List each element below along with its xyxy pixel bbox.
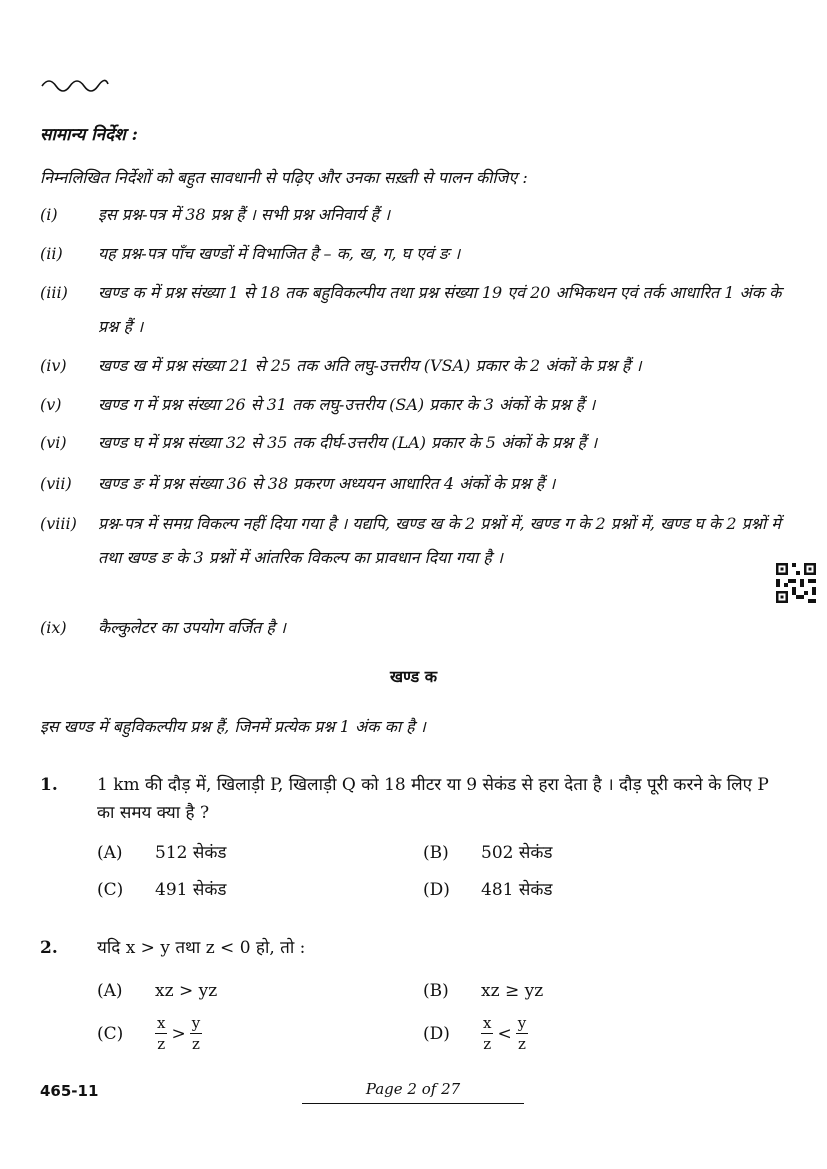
instruction-text: खण्ड ग में प्रश्न संख्या 26 से 31 तक लघु-उत्तरीय (SA) प्रकार के 3 अंकों के प्रश्न हैं । (98, 395, 596, 414)
instruction-number: (ii) (40, 244, 63, 263)
option-b (423, 981, 543, 1001)
option-text: xz > yz (155, 981, 218, 1001)
option-label: (B) (423, 981, 449, 1001)
instruction-text: यह प्रश्न-पत्र पाँच खण्डों में विभाजित है – क, ख, ग, घ एवं ङ । (98, 244, 461, 263)
fraction-numerator: y (517, 1014, 527, 1032)
paper-code: 465-11 (40, 1082, 99, 1100)
fraction-denominator: z (483, 1035, 492, 1053)
question-number: 2. (40, 938, 58, 958)
instruction-item (40, 611, 790, 645)
option-label: (B) (423, 843, 449, 863)
instruction-number: (ix) (40, 618, 67, 637)
fraction-denominator: z (157, 1035, 166, 1053)
footer-divider (302, 1103, 524, 1104)
general-instructions-intro: निम्नलिखित निर्देशों को बहुत सावधानी से पढ़िए और उनका सख़्ती से पालन कीजिए : (40, 168, 528, 187)
instruction-item (40, 507, 790, 609)
instruction-text: खण्ड ङ में प्रश्न संख्या 36 से 38 प्रकरण अध्ययन आधारित 4 अंकों के प्रश्न हैं । (98, 474, 556, 493)
fraction-numerator: x (157, 1014, 166, 1032)
fraction (516, 1013, 528, 1054)
instruction-text: इस प्रश्न-पत्र में 38 प्रश्न हैं । सभी प्रश्न अनिवार्य हैं । (98, 205, 391, 224)
fraction (190, 1013, 202, 1054)
instruction-text: कैल्कुलेटर का उपयोग वर्जित है । (98, 618, 286, 637)
instruction-number: (iv) (40, 356, 67, 375)
instruction-item (40, 426, 790, 460)
option-b (423, 840, 553, 863)
fraction (155, 1013, 167, 1054)
fraction-numerator: y (191, 1014, 201, 1032)
instruction-item (40, 388, 790, 422)
relation-symbol: < (497, 1023, 512, 1044)
instruction-number: (viii) (40, 514, 77, 533)
wave-decoration (40, 74, 110, 94)
instruction-number: (v) (40, 395, 62, 414)
general-instructions-heading: सामान्य निर्देश : (40, 125, 138, 145)
question-number: 1. (40, 775, 58, 795)
option-text: 502 सेकंड (481, 843, 553, 863)
option-label: (A) (97, 981, 123, 1001)
instruction-text: प्रश्न-पत्र में समग्र विकल्प नहीं दिया गया है । यद्यपि, खण्ड ख के 2 प्रश्नों में, खण्ड ग के 2 प्रश्नों में, खण्ड घ के 2 प्रश्नों में तथा खण्ड ङ के 3 प्रश्नों में आंतरिक विकल्प का प्रावधान दिया गया है । (98, 514, 781, 567)
option-text: 512 सेकंड (155, 843, 227, 863)
instruction-item (40, 276, 790, 344)
option-label: (D) (423, 880, 450, 900)
instruction-item (40, 467, 790, 501)
section-title: खण्ड क (389, 667, 438, 686)
qr-code (776, 563, 816, 603)
option-text: 481 सेकंड (481, 880, 553, 900)
instruction-number: (vii) (40, 474, 72, 493)
instruction-item (40, 237, 790, 271)
option-label: (D) (423, 1023, 450, 1044)
option-d (423, 877, 553, 900)
option-label: (C) (97, 880, 124, 900)
fraction-denominator: z (518, 1035, 526, 1053)
instruction-text: खण्ड क में प्रश्न संख्या 1 से 18 तक बहुविकल्पीय तथा प्रश्न संख्या 19 एवं 20 अभिकथन एवं तर्क आधारित 1 अंक के प्रश्न हैं । (98, 283, 782, 336)
instruction-number: (iii) (40, 283, 68, 302)
option-label: (C) (97, 1023, 124, 1044)
relation-symbol: > (171, 1023, 186, 1044)
instruction-item (40, 349, 790, 383)
fraction-denominator: z (192, 1035, 200, 1053)
instruction-item (40, 198, 790, 232)
option-label: (A) (97, 843, 123, 863)
option-a (97, 981, 217, 1001)
option-c (97, 877, 227, 900)
instruction-number: (vi) (40, 433, 67, 452)
option-d (423, 1013, 528, 1054)
fraction-numerator: x (483, 1014, 492, 1032)
question-text: यदि x > y तथा z < 0 हो, तो : (97, 938, 306, 958)
page-number: Page 2 of 27 (365, 1080, 461, 1098)
fraction (481, 1013, 493, 1054)
instruction-text: खण्ड ख में प्रश्न संख्या 21 से 25 तक अति लघु-उत्तरीय (VSA) प्रकार के 2 अंकों के प्रश्न हैं । (98, 356, 642, 375)
option-text: xz ≥ yz (481, 981, 544, 1001)
question-text: 1 km की दौड़ में, खिलाड़ी P, खिलाड़ी Q को 18 मीटर या 9 सेकंड से हरा देता है । दौड़ पूरी करने के लिए P का समय क्या है ? (97, 775, 769, 823)
instruction-number: (i) (40, 205, 58, 224)
option-c (97, 1013, 202, 1054)
instruction-text: खण्ड घ में प्रश्न संख्या 32 से 35 तक दीर्घ-उत्तरीय (LA) प्रकार के 5 अंकों के प्रश्न हैं । (98, 433, 598, 452)
section-intro: इस खण्ड में बहुविकल्पीय प्रश्न हैं, जिनमें प्रत्येक प्रश्न 1 अंक का है । (40, 717, 426, 736)
option-a (97, 840, 227, 863)
option-text: 491 सेकंड (155, 880, 227, 900)
